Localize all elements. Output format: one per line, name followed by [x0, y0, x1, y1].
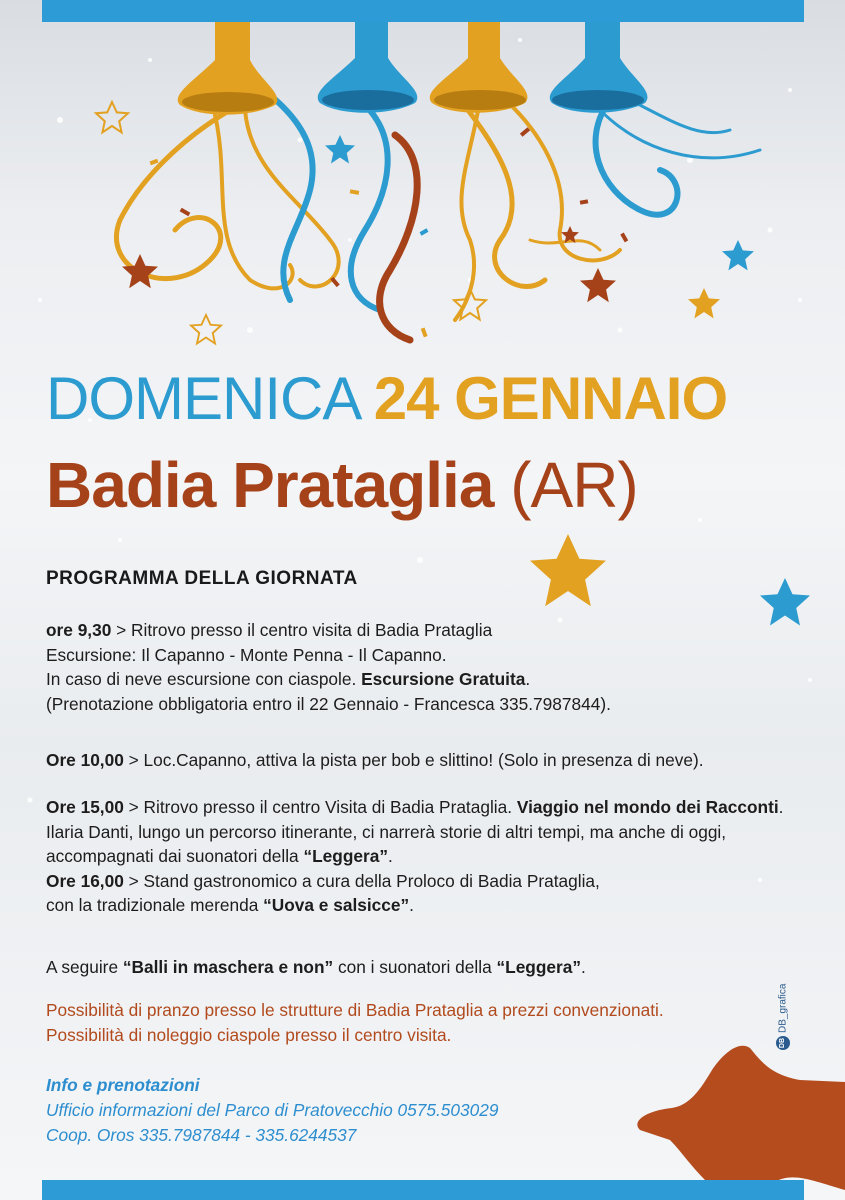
- party-horn-icon: [430, 22, 528, 113]
- party-horn-icon: [318, 22, 418, 113]
- star-icon: [688, 288, 720, 318]
- item-text: > Ritrovo presso il centro visita di Badia Prataglia: [111, 620, 493, 640]
- item-text: con i suonatori della: [333, 957, 497, 977]
- star-icon: [96, 102, 128, 132]
- confetti-streamer: [116, 95, 760, 340]
- item-highlight: “Balli in maschera e non”: [122, 957, 334, 977]
- item-highlight: Escursione Gratuita: [361, 669, 526, 689]
- party-horn-icon: [550, 22, 648, 113]
- star-icon: [122, 254, 158, 288]
- star-icon: [722, 240, 754, 270]
- event-place-line: [46, 448, 638, 522]
- designer-credit: [776, 984, 790, 1050]
- item-time: Ore 10,00: [46, 750, 124, 770]
- program-item-1: [46, 618, 806, 716]
- item-highlight: “Uova e salsicce”: [263, 895, 410, 915]
- item-text: (Prenotazione obbligatoria entro il 22 Gennaio - Francesca 335.7987844).: [46, 693, 611, 714]
- event-place: Badia Prataglia: [46, 449, 494, 521]
- item-text: .: [581, 957, 586, 977]
- designer-credit-text: DB_grafica: [777, 983, 789, 1033]
- item-text: In caso di neve escursione con ciaspole.: [46, 669, 362, 689]
- program-title: PROGRAMMA DELLA GIORNATA: [46, 568, 358, 589]
- item-highlight: “Leggera”: [303, 846, 388, 866]
- event-day: DOMENICA: [46, 365, 359, 432]
- item-highlight: Viaggio nel mondo dei Racconti: [516, 797, 779, 817]
- item-text: .: [409, 895, 414, 915]
- star-icon: [325, 135, 355, 164]
- item-text: > Ritrovo presso il centro Visita di Badia Prataglia.: [123, 797, 517, 817]
- confetti-bits: [150, 127, 709, 337]
- event-date: 24 GENNAIO: [373, 365, 728, 432]
- item-text: A seguire: [46, 957, 123, 977]
- program-item-5: [46, 955, 806, 980]
- item-text: .: [525, 669, 531, 689]
- item-text: . Ilaria Danti, lungo un percorso itinerante, ci narrerà storie di altri tempi, ma anche di oggi, accompagnati dai suonatori della: [46, 797, 784, 866]
- star-icon: [580, 268, 616, 302]
- note-line: Possibilità di pranzo presso le strutture di Badia Prataglia a prezzi convenzionati.: [46, 1000, 664, 1020]
- info-section: [46, 1073, 498, 1148]
- item-highlight: “Leggera”: [496, 957, 582, 977]
- party-horn-icon: [178, 22, 278, 115]
- program-item-3: [46, 795, 806, 918]
- info-line: Ufficio informazioni del Parco di Pratovecchio 0575.503029: [46, 1100, 499, 1120]
- star-icon: [530, 534, 606, 606]
- item-text: Escursione: Il Capanno - Monte Penna - Il Capanno.: [46, 644, 447, 665]
- event-date-line: [46, 364, 727, 434]
- item-text: .: [387, 846, 393, 866]
- item-text: con la tradizionale merenda: [46, 895, 264, 915]
- item-time: Ore 16,00: [46, 870, 124, 891]
- info-title: Info e prenotazioni: [46, 1075, 200, 1095]
- program-notes: [46, 998, 806, 1047]
- note-line: Possibilità di noleggio ciaspole presso il centro visita.: [46, 1024, 452, 1045]
- item-time: Ore 15,00: [46, 797, 124, 817]
- program-item-2: [46, 748, 806, 773]
- bottom-bar: [42, 1180, 804, 1200]
- info-line: Coop. Oros 335.7987844 - 335.6244537: [46, 1125, 357, 1145]
- item-text: > Loc.Capanno, attiva la pista per bob e slittino! (Solo in presenza di neve).: [123, 750, 704, 770]
- star-icon: [191, 315, 221, 344]
- event-province: (AR): [510, 449, 638, 521]
- item-text: > Stand gastronomico a cura della Proloco di Badia Prataglia,: [123, 870, 600, 891]
- designer-logo-icon: DB: [776, 1036, 790, 1050]
- item-time: ore 9,30: [46, 620, 112, 640]
- star-icon: [637, 1046, 845, 1193]
